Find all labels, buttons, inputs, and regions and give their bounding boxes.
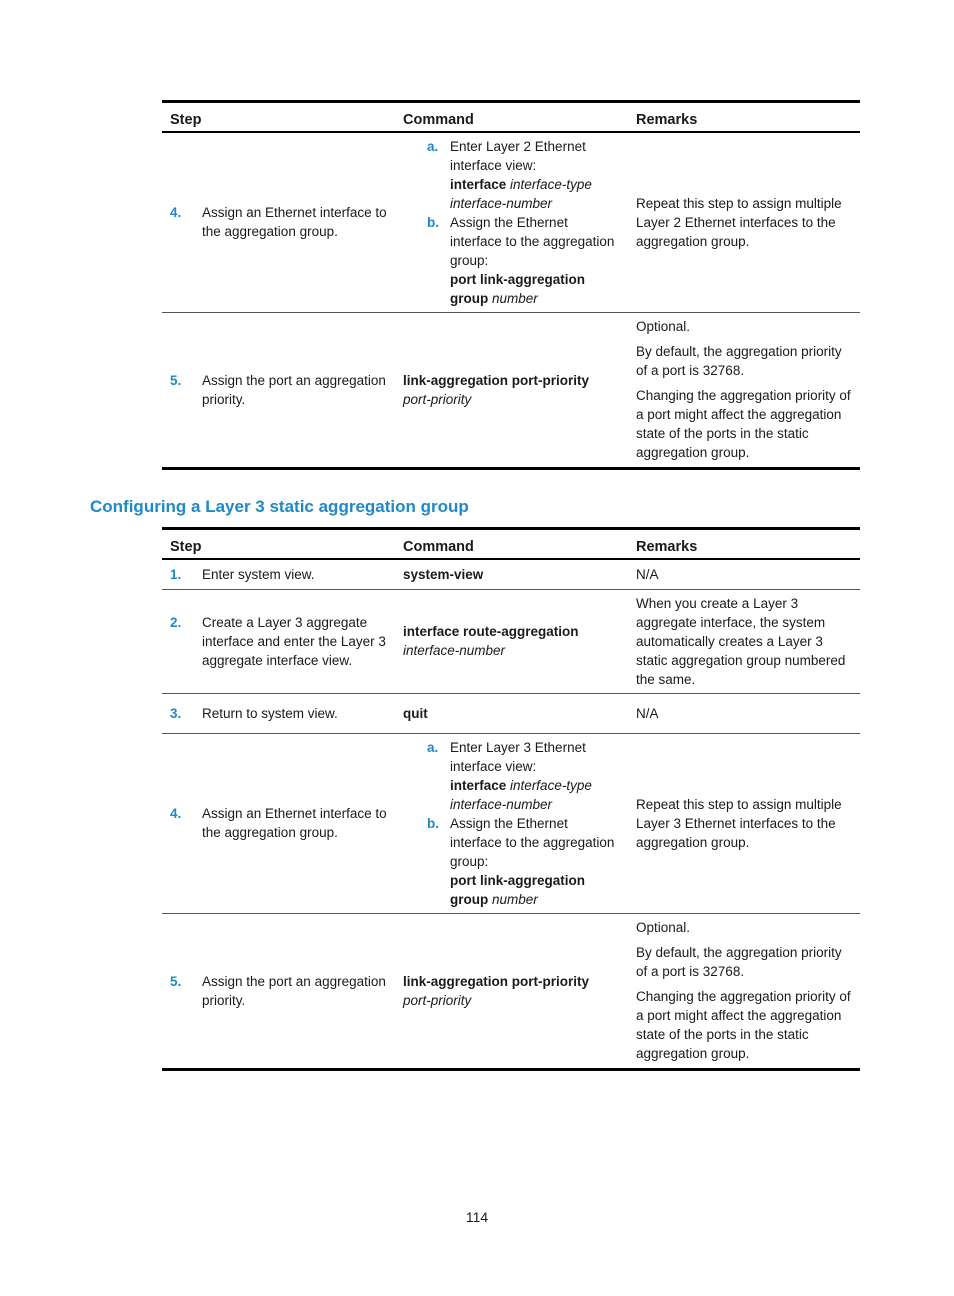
step-text: Assign the port an aggregation priority. [202, 372, 386, 407]
header-step: Step [170, 112, 202, 128]
remarks-text: Repeat this step to assign multiple Layer 2 Ethernet interfaces to the aggregation group. [636, 195, 842, 249]
command-argument: interface-type interface-number [450, 176, 592, 211]
step-cell [162, 913, 395, 1069]
step-number: 4. [170, 806, 182, 821]
step-text: Assign the port an aggregation priority. [202, 973, 386, 1008]
header-remarks: Remarks [636, 112, 698, 128]
command-keyword: interface [450, 777, 507, 793]
step-number: 2. [170, 614, 182, 630]
substep-text: Assign the Ethernet interface to the aggregation group: [450, 815, 615, 869]
remarks-cell [628, 589, 860, 693]
step-table-layer2 [162, 100, 860, 470]
command-cell [395, 913, 628, 1069]
remarks-cell [628, 559, 860, 589]
remarks-cell [628, 312, 860, 468]
table-row [162, 132, 860, 312]
step-text: Return to system view. [202, 705, 338, 721]
command-keyword: link-aggregation port-priority [403, 973, 590, 989]
step-cell [162, 589, 395, 693]
table-header-row [162, 529, 860, 560]
command-keyword: port link-aggregation group [450, 271, 585, 306]
command-keyword: port link-aggregation group [450, 872, 585, 907]
step-cell [162, 132, 395, 312]
command-cell [395, 733, 628, 913]
remarks-text: Repeat this step to assign multiple Layer 3 Ethernet interfaces to the aggregation group. [636, 796, 842, 850]
command-argument: interface-type interface-number [450, 777, 592, 812]
remarks-text: By default, the aggregation priority of a port is 32768. [636, 945, 842, 979]
header-command: Command [403, 112, 474, 128]
remarks-text: Changing the aggregation priority of a port might affect the aggregation state of the ports in the static aggregation group. [636, 989, 851, 1061]
table-row [162, 913, 860, 1069]
header-step: Step [170, 539, 202, 555]
command-argument: port-priority [403, 391, 472, 407]
command-argument: number [492, 290, 538, 306]
step-number: 5. [170, 973, 182, 989]
step-number: 5. [170, 372, 182, 388]
command-cell [395, 693, 628, 733]
remarks-text: N/A [636, 566, 659, 582]
step-cell [162, 693, 395, 733]
remarks-text: Changing the aggregation priority of a port might affect the aggregation state of the ports in the static aggregation group. [636, 388, 851, 460]
step-number: 1. [170, 566, 182, 582]
step-text: Enter system view. [202, 566, 315, 582]
substep-letter: a. [427, 739, 439, 755]
command-keyword: quit [403, 705, 428, 721]
step-cell [162, 733, 395, 913]
command-keyword: interface route-aggregation [403, 624, 579, 639]
substep-text: Enter Layer 3 Ethernet interface view: [450, 739, 586, 774]
command-cell [395, 132, 628, 312]
command-argument: interface-number [403, 643, 506, 658]
step-cell [162, 312, 395, 468]
substep-b [427, 814, 620, 909]
command-keyword: system-view [403, 566, 484, 582]
command-argument: number [492, 891, 538, 907]
substep-text: Enter Layer 2 Ethernet interface view: [450, 138, 586, 173]
substep-text: Assign the Ethernet interface to the aggregation group: [450, 214, 615, 268]
remarks-text: Optional. [636, 920, 691, 935]
table-row [162, 559, 860, 589]
table-row [162, 312, 860, 468]
remarks-text: By default, the aggregation priority of a port is 32768. [636, 344, 842, 378]
step-cell [162, 559, 395, 589]
remarks-text: When you create a Layer 3 aggregate interface, the system automatically creates a Layer 3 static aggregation group numbered the same. [636, 595, 846, 687]
header-remarks: Remarks [636, 539, 698, 555]
step-text: Create a Layer 3 aggregate interface and enter the Layer 3 aggregate interface view. [202, 614, 386, 668]
table-row [162, 693, 860, 733]
page-number: 114 [465, 1209, 489, 1225]
command-cell [395, 312, 628, 468]
substep-letter: a. [427, 138, 439, 154]
step-table-layer3 [162, 527, 860, 1071]
table-header-row [162, 102, 860, 133]
section-heading: Configuring a Layer 3 static aggregation group [90, 497, 469, 516]
remarks-text: Optional. [636, 319, 691, 334]
remarks-cell [628, 693, 860, 733]
command-keyword: interface [450, 176, 507, 192]
table-row [162, 733, 860, 913]
remarks-cell [628, 913, 860, 1069]
command-keyword: link-aggregation port-priority [403, 372, 590, 388]
header-command: Command [403, 539, 474, 555]
substep-a [427, 738, 620, 814]
substep-b [427, 213, 620, 308]
command-argument: port-priority [403, 992, 472, 1008]
step-text: Assign an Ethernet interface to the aggregation group. [202, 806, 387, 840]
remarks-cell [628, 733, 860, 913]
substep-letter: b. [427, 815, 439, 831]
remarks-text: N/A [636, 705, 659, 721]
command-cell [395, 589, 628, 693]
step-number: 3. [170, 705, 182, 721]
step-text: Assign an Ethernet interface to the aggregation group. [202, 205, 387, 240]
table-row [162, 589, 860, 693]
substep-letter: b. [427, 214, 439, 230]
step-number: 4. [170, 205, 182, 221]
substep-a [427, 137, 620, 213]
command-cell [395, 559, 628, 589]
remarks-cell [628, 132, 860, 312]
